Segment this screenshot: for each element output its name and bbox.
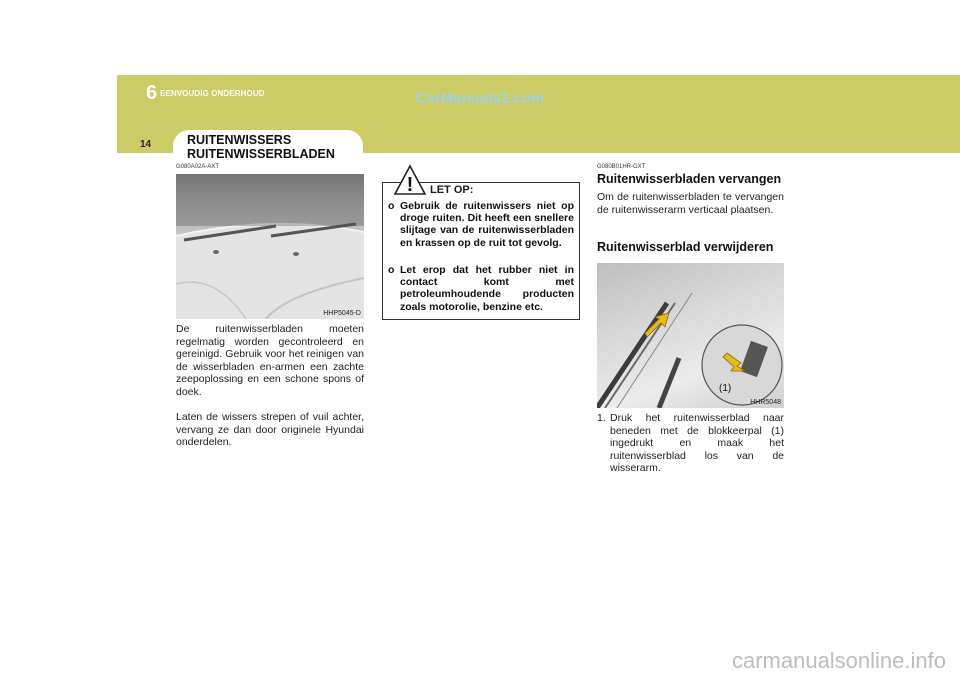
section-code: G080A02A-AXT [176, 164, 220, 170]
blade-removal-photo [597, 263, 784, 408]
warning-item [388, 200, 574, 249]
intro-paragraph: De ruitenwisserbladen moeten regelmatig worden gecontroleerd en gereinigd. Gebruik voor het reinigen van de wisserbladen en-armen een zachte zeepoplossing en een schone spons of doek. [176, 323, 364, 398]
replace-title: Ruitenwisserbladen vervangen [597, 172, 782, 186]
warning-item [388, 264, 574, 313]
step-list-item [597, 412, 784, 475]
advice-paragraph: Laten de wissers strepen of vuil achter, vervang ze dan door originele Hyundai onderdelen. [176, 411, 364, 449]
watermark-top[interactable]: CarManuals2.com [415, 90, 545, 107]
photo-label: HHR5048 [750, 399, 781, 406]
callout-label: (1) [719, 383, 732, 394]
replace-code: G080B01HR-GXT [597, 164, 646, 170]
chapter-number: 6 [146, 82, 158, 104]
section-title-line2: RUITENWISSERBLADEN [187, 147, 335, 161]
section-title [187, 133, 335, 161]
page-number: 14 [140, 139, 152, 150]
section-title-tab [173, 130, 363, 166]
chapter-title: EENVOUDIG ONDERHOUD [160, 89, 265, 98]
warning-symbol: ! [406, 174, 414, 196]
windshield-illustration [176, 174, 364, 319]
warning-bullet: o [388, 264, 395, 276]
warning-item-text: Gebruik de ruitenwissers niet op droge ruiten. Dit heeft een snellere slijtage van de ruitenwisserbladen en krassen op de ruit tot gevolg. [400, 200, 574, 249]
warning-item-text: Let erop dat het rubber niet in contact komt met petroleumhoudende producten zoals motorolie, benzine etc. [400, 264, 574, 313]
warning-title: LET OP: [430, 184, 474, 196]
step-text: Druk het ruitenwisserblad naar beneden met de blokkeerpal (1) ingedrukt en maak het ruitenwisserblad los van de wisserarm. [610, 412, 784, 475]
footer-watermark[interactable]: carmanualsonline.info [731, 648, 946, 673]
warning-bullet: o [388, 200, 395, 212]
photo-label: HHP5045-D [323, 310, 361, 317]
remove-subtitle: Ruitenwisserblad verwijderen [597, 240, 774, 254]
warning-triangle-icon [394, 164, 426, 196]
wiper-blade-illustration [597, 263, 784, 408]
wiper-photo [176, 174, 364, 319]
step-number: 1. [597, 412, 606, 424]
section-title-line1: RUITENWISSERS [187, 133, 292, 147]
replace-paragraph: Om de ruitenwisserbladen te vervangen de ruitenwisserarm verticaal plaatsen. [597, 191, 784, 216]
